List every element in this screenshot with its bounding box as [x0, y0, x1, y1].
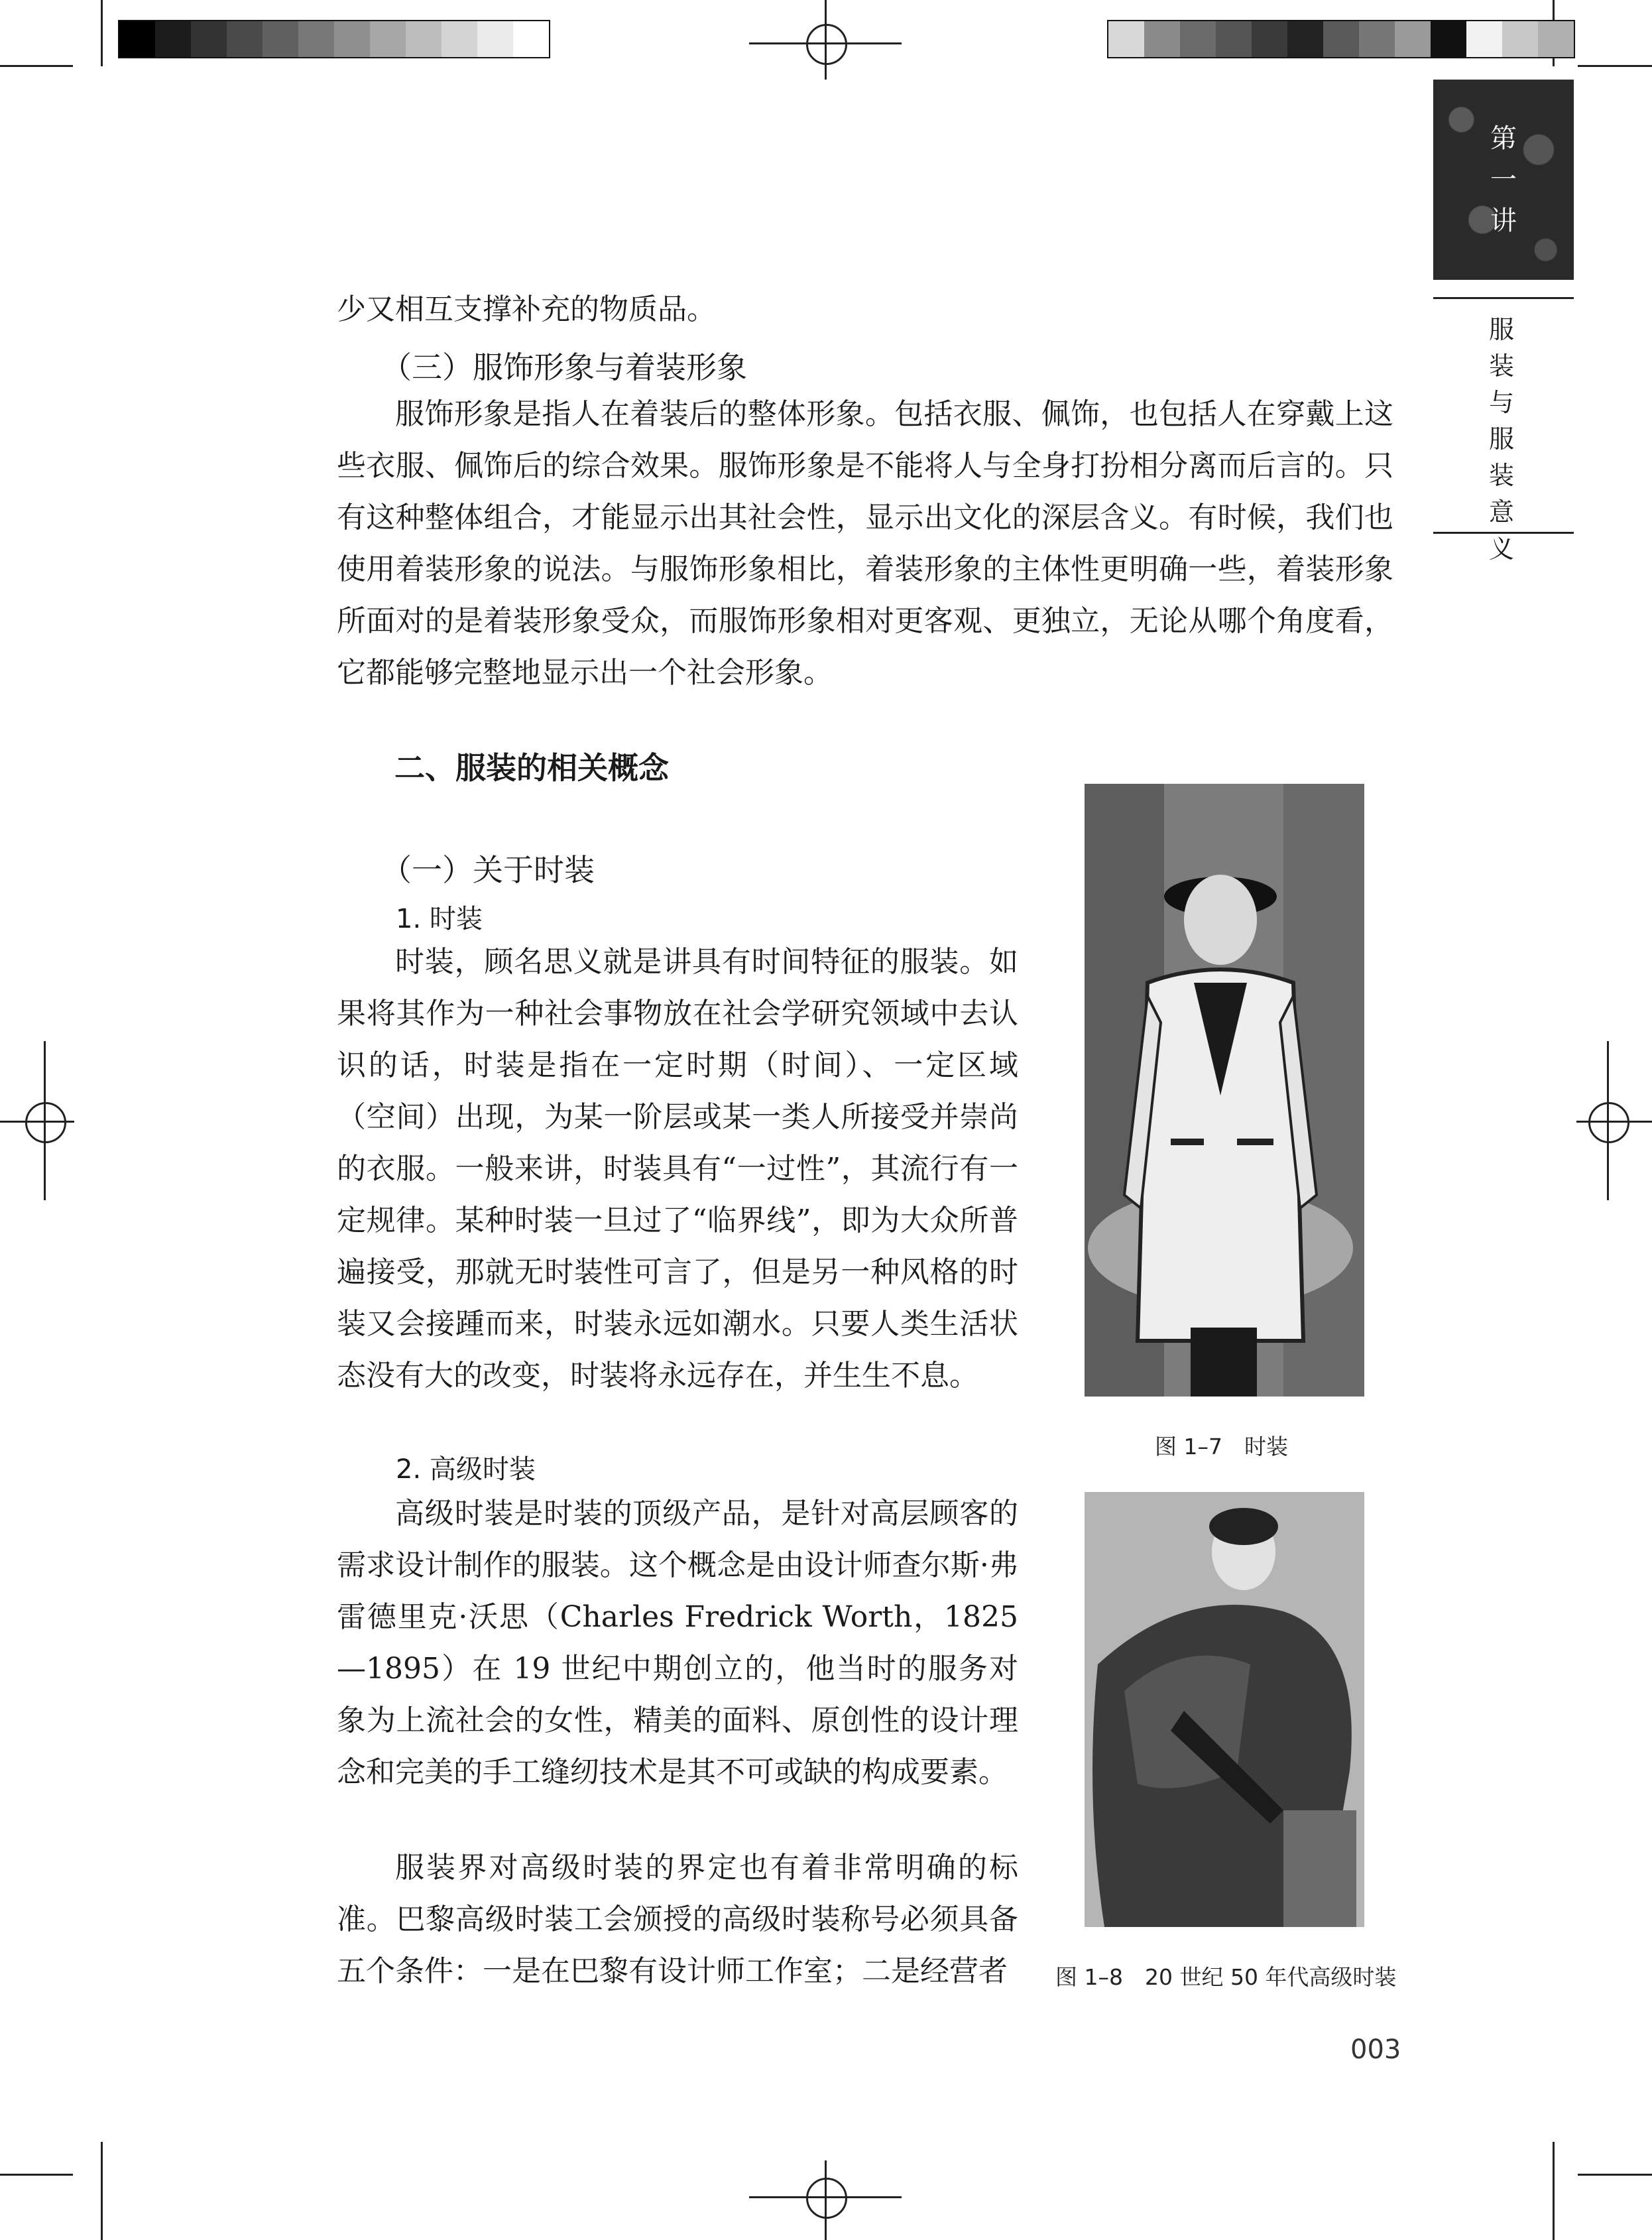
- color-bar-left: [118, 20, 550, 58]
- color-swatch: [1287, 21, 1323, 57]
- paragraph-apparel-image: 服饰形象是指人在着装后的整体形象。包括衣服、佩饰，也包括人在穿戴上这些衣服、佩饰后的综合效果。服饰形象是不能将人与全身打扮相分离而后言的。只有这种整体组合，才能显示出其社会性，显示出文化的深层含义。有时候，我们也使用着装形象的说法。与服饰形象相比，着装形象的主体性更明确一些，着装形象所面对的是着装形象受众，而服饰形象相对更客观、更独立，无论从哪个角度看，它都能够完整地显示出一个社会形象。: [337, 397, 1393, 690]
- crop-mark-bl-v: [101, 2142, 103, 2240]
- color-swatch: [1108, 21, 1144, 57]
- color-swatch: [1144, 21, 1180, 57]
- vertical-section-title: [1448, 312, 1555, 568]
- color-swatch: [191, 21, 227, 57]
- crop-mark-bl-h: [0, 2174, 73, 2176]
- chapter-tab: [1433, 80, 1574, 280]
- color-swatch: [1180, 21, 1216, 57]
- color-swatch: [1395, 21, 1431, 57]
- reg-target-left-circle: [25, 1102, 66, 1143]
- reg-target-top-circle: [806, 24, 847, 65]
- fashion-photo-illustration: [1085, 784, 1364, 1397]
- vertical-title-char: 装: [1488, 461, 1514, 491]
- chapter-tab-char: 一: [1490, 164, 1517, 195]
- color-swatch: [1502, 21, 1538, 57]
- haute-couture-photo-illustration: [1085, 1492, 1364, 1927]
- chapter-tab-char: 第: [1490, 123, 1517, 154]
- fashion-photo: [1085, 784, 1364, 1397]
- color-swatch: [263, 21, 298, 57]
- heading-one: （一）关于时装: [381, 852, 595, 888]
- color-swatch: [298, 21, 334, 57]
- color-swatch: [477, 21, 513, 57]
- subheading-haute-couture: 2. 高级时装: [396, 1454, 536, 1485]
- color-swatch: [1466, 21, 1502, 57]
- figure-caption-1-8: 图 1–8 20 世纪 50 年代高级时装: [1055, 1964, 1397, 1990]
- section-heading-2: 二、服装的相关概念: [394, 750, 669, 786]
- crop-mark-br-v: [1553, 2142, 1555, 2240]
- color-swatch: [227, 21, 263, 57]
- page-number: 003: [1350, 2034, 1401, 2065]
- paragraph-fashion: 时装，顾名思义就是讲具有时间特征的服装。如果将其作为一种社会事物放在社会学研究领域中去认识的话，时装是指在一定时期（时间）、一定区域（空间）出现，为某一阶层或某一类人所接受并崇尚的衣服。一般来讲，时装具有“一过性”，其流行有一定规律。某种时装一旦过了“临界线”，即为大众所普遍接受，那就无时装性可言了，但是另一种风格的时装又会接踵而来，时装永远如潮水。只要人类生活状态没有大的改变，时装将永远存在，并生生不息。: [337, 945, 1018, 1393]
- tab-rule-top: [1433, 297, 1574, 299]
- crop-mark-tl-v: [101, 0, 103, 66]
- color-swatch: [1252, 21, 1287, 57]
- figure-caption-1-7: 图 1–7 时装: [1155, 1434, 1288, 1460]
- color-swatch: [1431, 21, 1466, 57]
- paragraph-standards: 服装界对高级时装的界定也有着非常明确的标准。巴黎高级时装工会颁授的高级时装称号必须具备五个条件：一是在巴黎有设计师工作室；二是经营者: [337, 1851, 1018, 1988]
- vertical-title-char: 服: [1488, 424, 1514, 454]
- paragraph-haute-couture: 高级时装是时装的顶级产品，是针对高层顾客的需求设计制作的服装。这个概念是由设计师查尔斯·弗雷德里克·沃思（Charles Fredrick Worth，1825—1895）在 19 世纪中期创立的，他当时的服务对象为上流社会的女性，精美的面料、原创性的设计理念和完美的手工缝纫技术是其不可或缺的构成要素。: [337, 1497, 1018, 1789]
- color-swatch: [442, 21, 477, 57]
- color-swatch: [1216, 21, 1252, 57]
- vertical-title-char: 义: [1488, 534, 1514, 564]
- color-swatch: [334, 21, 370, 57]
- vertical-title-char: 意: [1488, 497, 1514, 527]
- color-swatch: [155, 21, 191, 57]
- reg-target-bottom-circle: [806, 2178, 847, 2219]
- color-swatch: [1538, 21, 1574, 57]
- color-swatch: [370, 21, 406, 57]
- subheading-fashion: 1. 时装: [396, 904, 483, 934]
- color-swatch: [513, 21, 549, 57]
- crop-mark-tl-h: [0, 65, 73, 67]
- crop-mark-br-h: [1578, 2174, 1652, 2176]
- vertical-title-char: 服: [1488, 315, 1514, 344]
- haute-couture-photo: [1085, 1492, 1364, 1927]
- color-swatch: [406, 21, 442, 57]
- tab-rule-bottom: [1433, 532, 1574, 534]
- color-bar-right: [1107, 20, 1575, 58]
- vertical-title-char: 装: [1488, 351, 1514, 381]
- continued-text: 少又相互支撑补充的物质品。: [337, 292, 716, 326]
- reg-target-right-circle: [1588, 1102, 1629, 1143]
- heading-three: （三）服饰形象与着装形象: [381, 349, 747, 385]
- chapter-tab-char: 讲: [1490, 206, 1517, 236]
- color-swatch: [119, 21, 155, 57]
- vertical-title-char: 与: [1488, 388, 1514, 418]
- crop-mark-tr-h: [1578, 65, 1652, 67]
- color-swatch: [1359, 21, 1395, 57]
- color-swatch: [1323, 21, 1359, 57]
